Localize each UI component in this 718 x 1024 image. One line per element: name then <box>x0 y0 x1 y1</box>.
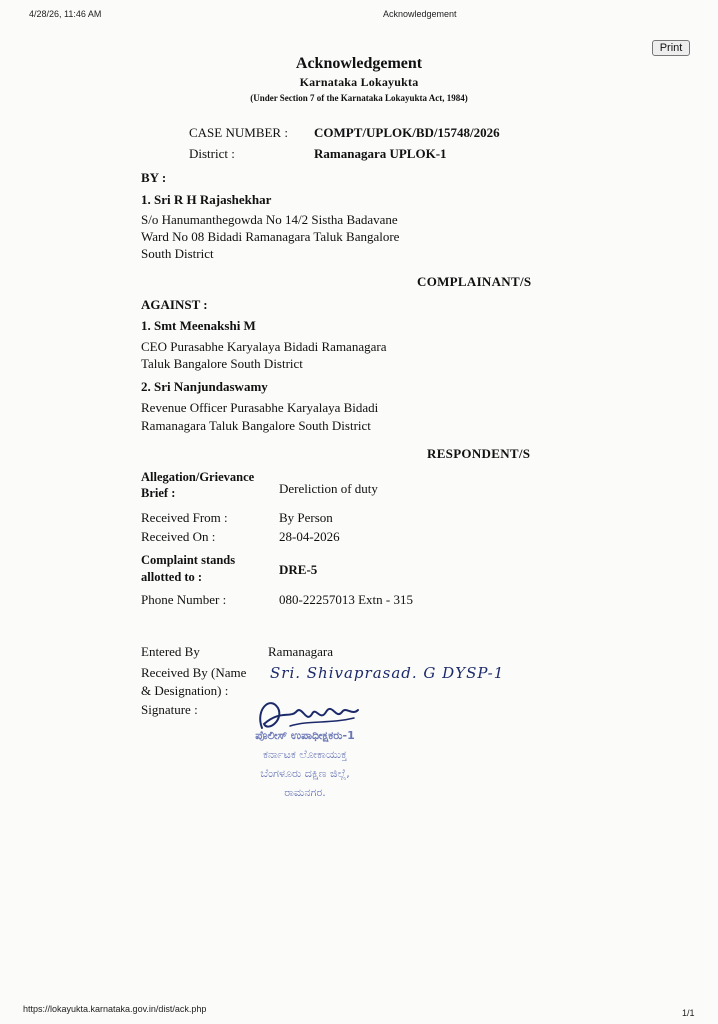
stamp-line: ಕರ್ನಾಟಕ ಲೋಕಾಯುಕ್ತ <box>262 748 348 761</box>
district-label: District : <box>189 146 235 161</box>
allotted-value: DRE-5 <box>279 562 318 577</box>
complainant-address-line: Ward No 08 Bidadi Ramanagara Taluk Bangalore <box>141 229 400 244</box>
respondent-name: 2. Sri Nanjundaswamy <box>141 379 268 394</box>
allegation-value: Dereliction of duty <box>279 481 378 496</box>
entered-by-label: Entered By <box>141 644 200 659</box>
case-number-label: CASE NUMBER : <box>189 125 288 140</box>
respondent-address-line: Taluk Bangalore South District <box>141 356 303 371</box>
respondent-address-line: Revenue Officer Purasabhe Karyalaya Bidadi <box>141 400 379 415</box>
district-value: Ramanagara UPLOK-1 <box>314 146 447 161</box>
received-by-label: & Designation) : <box>141 683 229 698</box>
received-from-value: By Person <box>279 510 333 525</box>
print-button[interactable]: Print <box>652 40 690 56</box>
allegation-label: Allegation/Grievance <box>141 470 255 484</box>
print-datetime: 4/28/26, 11:46 AM <box>29 9 102 19</box>
organization-name: Karnataka Lokayukta <box>299 75 419 89</box>
received-by-label: Received By (Name <box>141 665 247 680</box>
complainant-role-label: COMPLAINANT/S <box>417 274 532 289</box>
stamp-line: ಬೆಂಗಳೂರು ದಕ್ಷಿಣ ಜಿಲ್ಲೆ, <box>260 767 350 780</box>
print-page-title: Acknowledgement <box>383 9 457 19</box>
received-on-value: 28-04-2026 <box>279 529 340 544</box>
by-heading: BY : <box>141 170 167 185</box>
respondent-name: 1. Smt Meenakshi M <box>141 318 256 333</box>
act-reference: (Under Section 7 of the Karnataka Lokayukta Act, 1984) <box>250 93 468 103</box>
allegation-label: Brief : <box>141 486 176 500</box>
phone-label: Phone Number : <box>141 592 227 607</box>
case-number-value: COMPT/UPLOK/BD/15748/2026 <box>314 125 500 140</box>
entered-by-value: Ramanagara <box>268 644 333 659</box>
print-page-count: 1/1 <box>682 1008 695 1018</box>
received-from-label: Received From : <box>141 510 228 525</box>
phone-value: 080-22257013 Extn - 315 <box>279 592 413 607</box>
official-stamp <box>220 726 390 806</box>
respondent-address-line: Ramanagara Taluk Bangalore South District <box>141 418 371 433</box>
allotted-label: Complaint stands <box>141 553 236 567</box>
allotted-label: allotted to : <box>141 570 203 584</box>
signature-label: Signature : <box>141 702 198 717</box>
complainant-address-line: South District <box>141 246 214 261</box>
stamp-line: ಪೊಲೀಸ್ ಉಪಾಧೀಕ್ಷಕರು-1 <box>255 729 355 742</box>
print-url: https://lokayukta.karnataka.gov.in/dist/ack.php <box>23 1004 207 1014</box>
received-on-label: Received On : <box>141 529 216 544</box>
against-heading: AGAINST : <box>141 297 208 312</box>
respondent-address-line: CEO Purasabhe Karyalaya Bidadi Ramanagara <box>141 339 387 354</box>
stamp-line: ರಾಮನಗರ. <box>284 786 326 799</box>
document-title: Acknowledgement <box>295 55 423 72</box>
received-by-handwritten: Sri. Shivaprasad. G DYSP-1 <box>270 664 505 682</box>
complainant-address-line: S/o Hanumanthegowda No 14/2 Sistha Badavane <box>141 212 398 227</box>
respondent-role-label: RESPONDENT/S <box>427 446 531 461</box>
complainant-name: 1. Sri R H Rajashekhar <box>141 192 272 207</box>
